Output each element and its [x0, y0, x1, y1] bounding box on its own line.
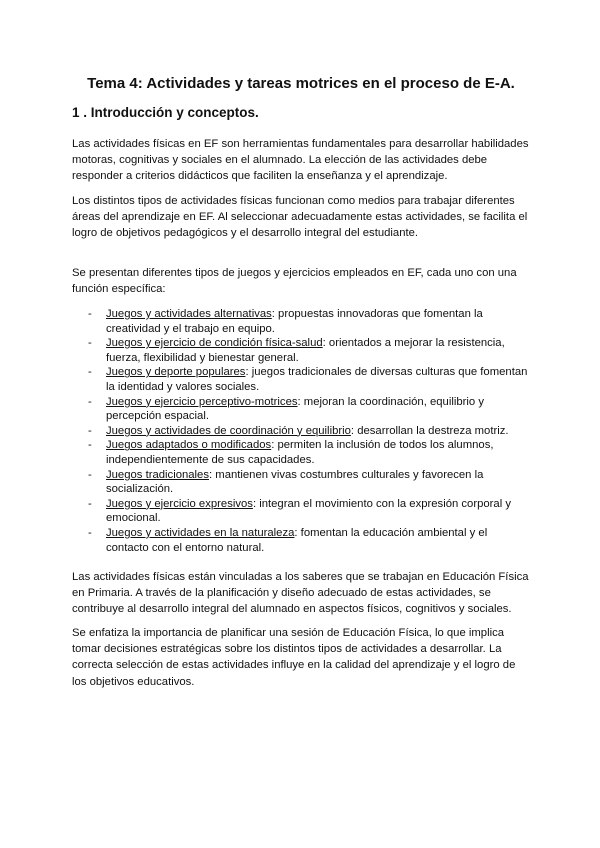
list-item-desc: : mejoran la coordinación, equilibrio y percepción espacial. — [106, 395, 484, 423]
list-dash: - — [88, 439, 92, 452]
list-dash: - — [88, 395, 92, 408]
list-dash: - — [88, 337, 92, 350]
list-item — [72, 497, 532, 526]
paragraph-saberes: Las actividades físicas están vinculadas a los saberes que se trabajan en Educación Física en Primaria. A través de la planificación y diseño adecuado de estas actividades, se contribuye al desarrollo integral del alumnado en aspectos físicos, cognitivos y sociales. — [72, 571, 529, 616]
list-item-term: Juegos y actividades en la naturaleza — [106, 526, 295, 539]
list-item-desc: : integran el movimiento con la expresión corporal y emocional. — [106, 497, 512, 525]
list-item-desc: : desarrollan la destreza motriz. — [350, 424, 509, 437]
paragraph-types: Los distintos tipos de actividades físicas funcionan como medios para trabajar diferentes áreas del aprendizaje en EF. Al seleccionar adecuadamente estas actividades, se facilita el logro de objetivos pedagógicos y el desarrollo integral del estudiante. — [72, 195, 528, 240]
section-heading: 1 . Introducción y conceptos. — [72, 105, 259, 120]
list-item-desc: : propuestas innovadoras que fomentan la creatividad y el trabajo en equipo. — [106, 308, 483, 335]
list-item — [72, 365, 532, 394]
list-item-desc: : mantienen vivas costumbres culturales y favorecen la socialización. — [106, 468, 484, 496]
list-item-term: Juegos tradicionales — [106, 468, 209, 481]
list-dash: - — [88, 308, 92, 320]
list-item — [72, 395, 532, 424]
list-item-term: Juegos y ejercicio de condición física-salud — [106, 337, 323, 350]
list-item-term: Juegos y ejercicio expresivos — [106, 497, 253, 510]
list-item-term: Juegos y ejercicio perceptivo-motrices — [106, 395, 298, 408]
list-item-desc: : fomentan la educación ambiental y el contacto con el entorno natural. — [106, 526, 488, 554]
list-item-term: Juegos y actividades de coordinación y equilibrio — [106, 424, 351, 437]
activity-types-list — [72, 307, 532, 555]
paragraph-intro: Las actividades físicas en EF son herramientas fundamentales para desarrollar habilidades motoras, cognitivas y sociales en el alumnado. La elección de las actividades debe responder a criterios didácticos que faciliten la enseñanza y el aprendizaje. — [72, 138, 529, 183]
list-item-desc: : orientados a mejorar la resistencia, fuerza, flexibilidad y bienestar general. — [106, 337, 505, 364]
paragraph-list-intro: Se presentan diferentes tipos de juegos y ejercicios empleados en EF, cada uno con una función específica: — [72, 267, 517, 296]
list-item — [72, 424, 532, 439]
list-dash: - — [88, 468, 92, 481]
list-dash: - — [88, 497, 92, 510]
list-item-term: Juegos adaptados o modificados — [106, 439, 272, 452]
paragraph-planificacion: Se enfatiza la importancia de planificar una sesión de Educación Física, lo que implica tomar decisiones estratégicas sobre los distintos tipos de actividades a desarrollar. La correcta selección de estas actividades influye en la calidad del aprendizaje y el logro de los objetivos educativos. — [72, 627, 516, 688]
list-dash: - — [88, 424, 92, 437]
list-item — [72, 307, 532, 336]
list-item — [72, 526, 532, 555]
list-item — [72, 438, 532, 467]
list-item-desc: : permiten la inclusión de todos los alumnos, independientemente de sus capacidades. — [106, 439, 494, 466]
list-item — [72, 468, 532, 497]
list-item-term: Juegos y deporte populares — [106, 366, 246, 379]
list-item-term: Juegos y actividades alternativas — [106, 308, 272, 320]
page-title: Tema 4: Actividades y tareas motrices en el proceso de E-A. — [87, 75, 515, 92]
list-dash: - — [88, 366, 92, 379]
list-item — [72, 336, 532, 365]
list-dash: - — [88, 526, 92, 539]
list-item-desc: : juegos tradicionales de diversas culturas que fomentan la identidad y valores sociales. — [106, 366, 528, 393]
